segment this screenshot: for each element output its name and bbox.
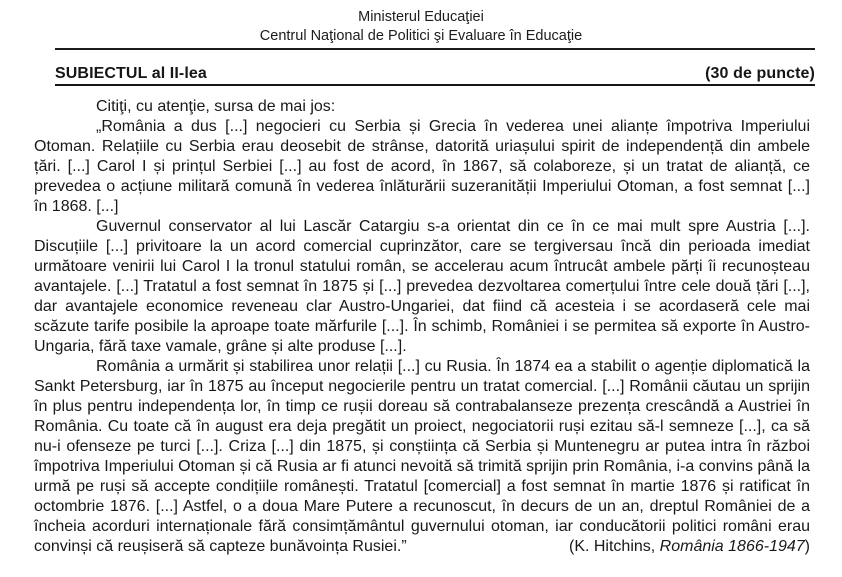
subject-points: (30 de puncte) <box>705 65 815 82</box>
header-divider <box>55 48 815 50</box>
source-attribution <box>569 537 810 557</box>
source-paragraph-1: „România a dus [...] negocieri cu Serbia și Grecia în vederea unei alianțe împotriva Imperiului Otoman. Relațiile cu Serbia erau deosebit de strânse, datorită uriașului spirit de independență din ambele țări. [...] Carol I și prințul Serbiei [...] au fost de acord, în 1867, să colaboreze, și un tratat de alianță, ce prevedea o acțiune militară comună în vederea înlăturării suzeranității Imperiului Otoman, a fost semnat [...] în 1868. [...] <box>34 118 810 215</box>
source-paragraph-2: Guvernul conservator al lui Lascăr Catargiu s-a orientat din ce în ce mai mult spre Austria [...]. Discuțiile [...] privitoare la un acord comercial cuprinzător, care se tergiversau încă din perioada imediat următoare venirii lui Carol I la tronul statului român, se accelerau acum întrucât ambele părți îi recunoșteau avantajele. [...] Tratatul a fost semnat în 1875 și [...] prevedea dezvoltarea comerțului între cele două țări [...], dar avantajele economice reveneau clar Austro-Ungariei, dat fiind că acesteia i se acordaseră cele mai scăzute tarife posibile la aproape toate mărfurile [...]. În schimb, României i se permitea să exporte în Austro-Ungaria, fără taxe vamale, grâne și alte produse [...]. <box>34 218 810 355</box>
source-paragraph-3 <box>34 357 810 557</box>
source-text-block <box>34 97 810 557</box>
subject-title: SUBIECTUL al II-lea <box>55 65 207 82</box>
instruction-line: Citiţi, cu atenţie, sursa de mai jos: <box>96 98 336 115</box>
document-header <box>0 0 842 46</box>
header-line-center: Centrul Naţional de Politici şi Evaluare în Educaţie <box>259 28 583 44</box>
attribution-close-paren: ) <box>804 538 810 555</box>
header-line-ministry: Ministerul Educaţiei <box>358 9 484 25</box>
paragraph-text: România a urmărit și stabilirea unor relații [...] cu Rusia. În 1874 ea a stabilit o agenție diplomatică la Sankt Petersburg, iar în 1875 au început negocierile pentru un tratat comercial. [...] Românii căutau un sprijin în plus pentru independența lor, în timp ce rușii doreau să contrabalanseze prezența crescândă a Austriei în România. Cu toate că în august era deja pregătit un proiect, negociatorii ruși ezitau să-l semneze [...], ca să nu-i ofenseze pe turci [...]. Criza [...] din 1875, și conștiința că Serbia și Muntenegru ar putea intra în război împotriva Imperiului Otoman și că Rusia ar fi atunci nevoită să trimită sprijin prin România, i-a convins până la urmă pe ruși să accepte condițiile românești. Tratatul [comercial] a fost semnat în martie 1876 și ratificat în octombrie 1876. [...] Astfel, o a doua Mare Putere a recunoscut, în decurs de un an, dreptul României de a încheia acorduri internaționale fără consimțământul guvernului otoman, iar conducătorii politici români erau convinși că reușiseră să capteze bunăvoința Rusiei.” <box>34 358 810 555</box>
attribution-author: (K. Hitchins, <box>568 538 660 555</box>
attribution-work-title: România 1866-1947 <box>659 538 805 555</box>
subject-heading <box>55 65 815 86</box>
